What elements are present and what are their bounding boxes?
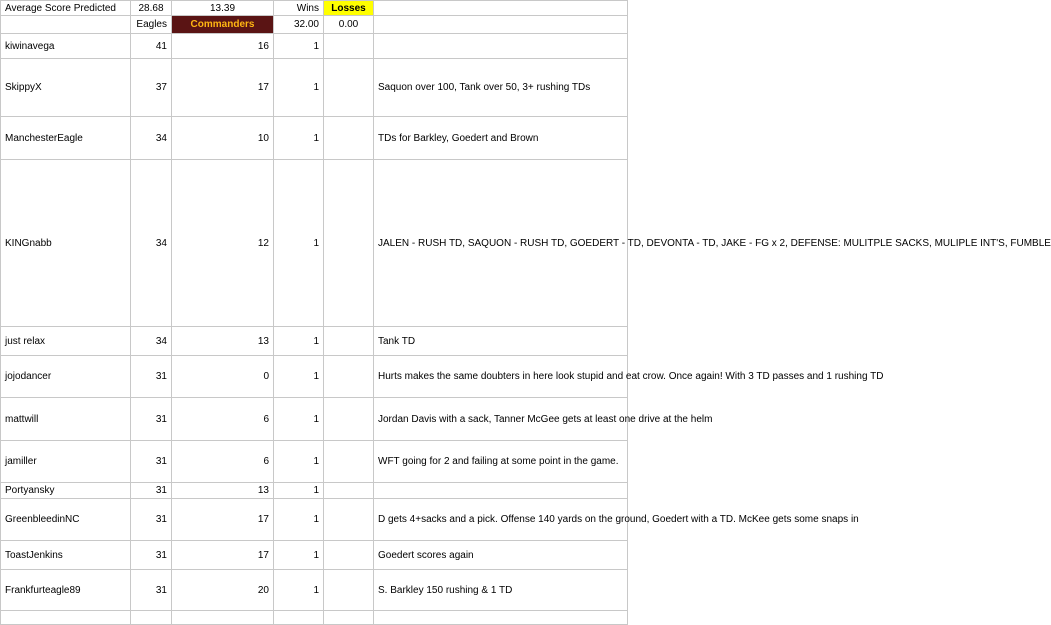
losses-cell[interactable]: [324, 441, 374, 483]
eagles-score-cell[interactable]: 31: [131, 441, 172, 483]
player-name-cell[interactable]: GreenbleedinNC: [1, 499, 131, 541]
table-row: [1, 541, 628, 570]
comment-cell[interactable]: S. Barkley 150 rushing & 1 TD: [374, 570, 628, 611]
losses-cell[interactable]: [324, 34, 374, 59]
table-row: [1, 356, 628, 398]
empty-cell[interactable]: [172, 611, 274, 625]
table-row: [1, 59, 628, 117]
table-row: [1, 398, 628, 441]
comment-cell[interactable]: Hurts makes the same doubters in here look stupid and eat crow. Once again! With 3 TD passes and 1 rushing TD: [374, 356, 628, 398]
table-row: [1, 160, 628, 327]
comment-cell[interactable]: WFT going for 2 and failing at some point in the game.: [374, 441, 628, 483]
table-row: [1, 611, 628, 625]
player-name-cell[interactable]: jamiller: [1, 441, 131, 483]
eagles-score-cell[interactable]: 37: [131, 59, 172, 117]
losses-cell[interactable]: [324, 483, 374, 499]
losses-cell[interactable]: [324, 327, 374, 356]
eagles-score-cell[interactable]: 31: [131, 541, 172, 570]
avg-eagles-cell[interactable]: 28.68: [131, 1, 172, 16]
commanders-label-cell[interactable]: Commanders: [172, 16, 274, 34]
eagles-score-cell[interactable]: 41: [131, 34, 172, 59]
table-row: [1, 499, 628, 541]
losses-cell[interactable]: [324, 541, 374, 570]
player-name-cell[interactable]: Frankfurteagle89: [1, 570, 131, 611]
empty-cell[interactable]: [1, 611, 131, 625]
player-name-cell[interactable]: just relax: [1, 327, 131, 356]
wins-cell[interactable]: 1: [274, 483, 324, 499]
commanders-score-cell[interactable]: 17: [172, 541, 274, 570]
player-name-cell[interactable]: SkippyX: [1, 59, 131, 117]
eagles-score-cell[interactable]: 31: [131, 499, 172, 541]
empty-cell[interactable]: [374, 611, 628, 625]
player-name-cell[interactable]: jojodancer: [1, 356, 131, 398]
table-row: [1, 117, 628, 160]
comment-cell[interactable]: [374, 483, 628, 499]
player-name-cell[interactable]: KINGnabb: [1, 160, 131, 327]
player-name-cell[interactable]: Portyansky: [1, 483, 131, 499]
player-name-cell[interactable]: kiwinavega: [1, 34, 131, 59]
losses-cell[interactable]: [324, 160, 374, 327]
empty-cell[interactable]: [374, 1, 628, 16]
losses-cell[interactable]: [324, 117, 374, 160]
comment-cell[interactable]: D gets 4+sacks and a pick. Offense 140 yards on the ground, Goedert with a TD. McKee gets some snaps in: [374, 499, 628, 541]
commanders-score-cell[interactable]: 17: [172, 499, 274, 541]
comment-cell[interactable]: Tank TD: [374, 327, 628, 356]
empty-cell[interactable]: [324, 611, 374, 625]
table-row: [1, 483, 628, 499]
empty-cell[interactable]: [274, 611, 324, 625]
commanders-score-cell[interactable]: 12: [172, 160, 274, 327]
wins-cell[interactable]: 1: [274, 356, 324, 398]
eagles-score-cell[interactable]: 34: [131, 160, 172, 327]
comment-cell[interactable]: TDs for Barkley, Goedert and Brown: [374, 117, 628, 160]
comment-cell[interactable]: Saquon over 100, Tank over 50, 3+ rushing TDs: [374, 59, 628, 117]
losses-label-cell[interactable]: Losses: [324, 1, 374, 16]
table-row: [1, 327, 628, 356]
eagles-label-cell[interactable]: Eagles: [131, 16, 172, 34]
avg-commanders-cell[interactable]: 13.39: [172, 1, 274, 16]
average-score-label[interactable]: Average Score Predicted: [1, 1, 131, 16]
losses-cell[interactable]: [324, 570, 374, 611]
commanders-score-cell[interactable]: 16: [172, 34, 274, 59]
losses-cell[interactable]: [324, 356, 374, 398]
wins-cell[interactable]: 1: [274, 398, 324, 441]
wins-cell[interactable]: 1: [274, 34, 324, 59]
eagles-score-cell[interactable]: 31: [131, 398, 172, 441]
empty-cell[interactable]: [374, 16, 628, 34]
table-row: [1, 34, 628, 59]
losses-cell[interactable]: [324, 398, 374, 441]
eagles-score-cell[interactable]: 31: [131, 570, 172, 611]
losses-cell[interactable]: [324, 499, 374, 541]
commanders-score-cell[interactable]: 17: [172, 59, 274, 117]
commanders-score-cell[interactable]: 13: [172, 483, 274, 499]
commanders-score-cell[interactable]: 0: [172, 356, 274, 398]
comment-cell[interactable]: Goedert scores again: [374, 541, 628, 570]
wins-cell[interactable]: 1: [274, 160, 324, 327]
losses-total-cell[interactable]: 0.00: [324, 16, 374, 34]
wins-cell[interactable]: 1: [274, 499, 324, 541]
header-row-averages: [1, 1, 628, 16]
wins-total-cell[interactable]: 32.00: [274, 16, 324, 34]
table-row: [1, 441, 628, 483]
wins-cell[interactable]: 1: [274, 59, 324, 117]
commanders-score-cell[interactable]: 6: [172, 398, 274, 441]
commanders-score-cell[interactable]: 13: [172, 327, 274, 356]
table-row: [1, 570, 628, 611]
commanders-score-cell[interactable]: 10: [172, 117, 274, 160]
commanders-score-cell[interactable]: 20: [172, 570, 274, 611]
eagles-score-cell[interactable]: 34: [131, 117, 172, 160]
wins-cell[interactable]: 1: [274, 327, 324, 356]
eagles-score-cell[interactable]: 31: [131, 356, 172, 398]
empty-cell[interactable]: [1, 16, 131, 34]
losses-cell[interactable]: [324, 59, 374, 117]
comment-cell[interactable]: Jordan Davis with a sack, Tanner McGee gets at least one drive at the helm: [374, 398, 628, 441]
eagles-score-cell[interactable]: 31: [131, 483, 172, 499]
comment-cell[interactable]: [374, 34, 628, 59]
wins-label-cell[interactable]: Wins: [274, 1, 324, 16]
commanders-score-cell[interactable]: 6: [172, 441, 274, 483]
player-name-cell[interactable]: ManchesterEagle: [1, 117, 131, 160]
comment-cell[interactable]: JALEN - RUSH TD, SAQUON - RUSH TD, GOEDERT - TD, DEVONTA - TD, JAKE - FG x 2, DEFENSE: MULITPLE SACKS, MULIPLE INT'S, FUMBLE: [374, 160, 628, 327]
wins-cell[interactable]: 1: [274, 570, 324, 611]
player-name-cell[interactable]: mattwill: [1, 398, 131, 441]
wins-cell[interactable]: 1: [274, 117, 324, 160]
eagles-score-cell[interactable]: 34: [131, 327, 172, 356]
empty-cell[interactable]: [131, 611, 172, 625]
header-row-teams: [1, 16, 628, 34]
wins-cell[interactable]: 1: [274, 441, 324, 483]
wins-cell[interactable]: 1: [274, 541, 324, 570]
player-name-cell[interactable]: ToastJenkins: [1, 541, 131, 570]
